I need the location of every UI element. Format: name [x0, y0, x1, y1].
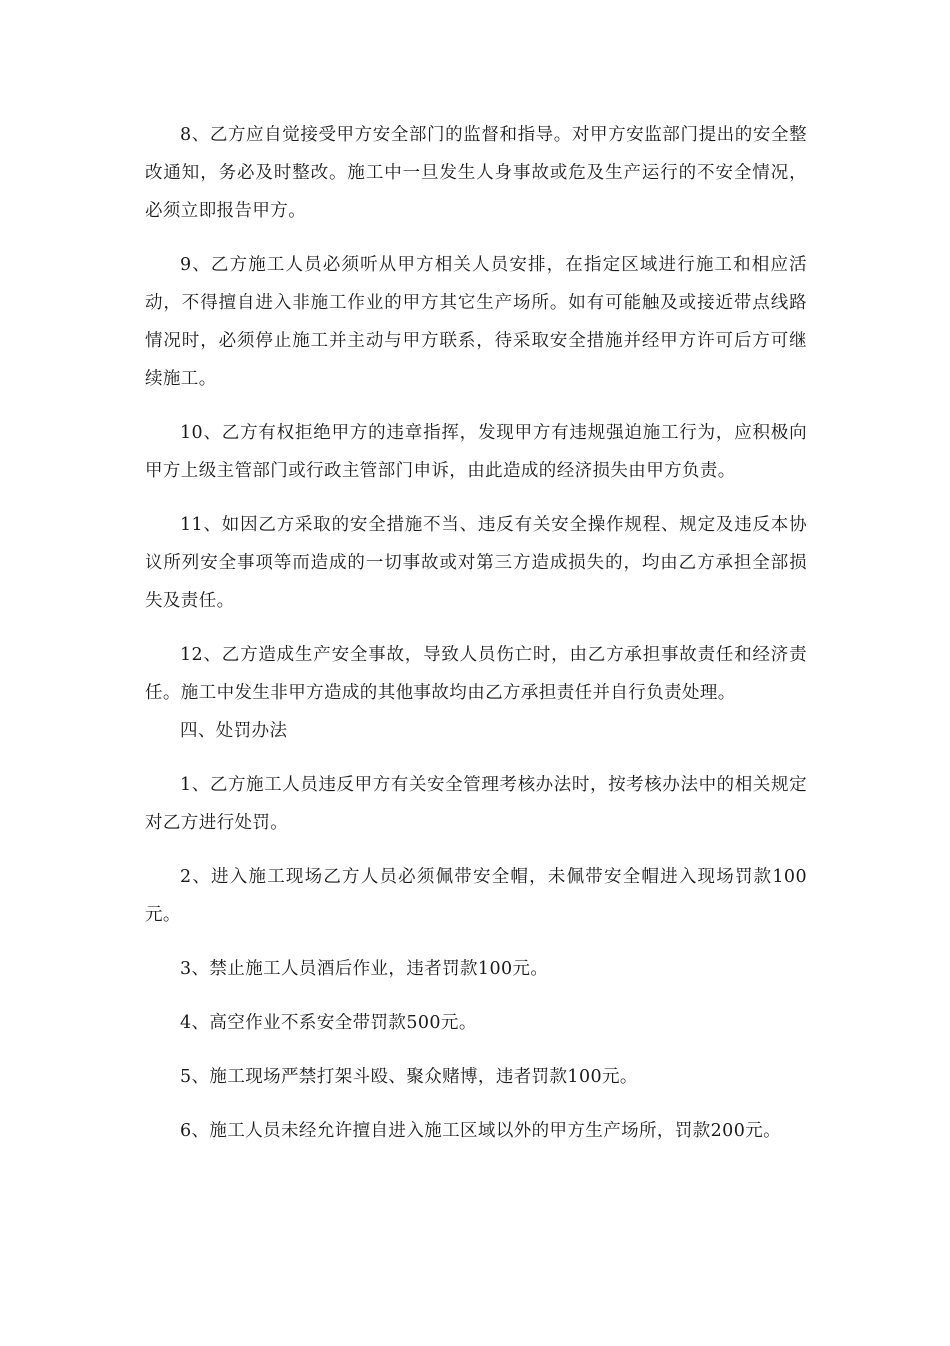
paragraph-11: 11、如因乙方采取的安全措施不当、违反有关安全操作规程、规定及违反本协议所列安全事项等而造成的一切事故或对第三方造成损失的，均由乙方承担全部损失及责任。: [145, 515, 807, 611]
penalty-item-1: 1、乙方施工人员违反甲方有关安全管理考核办法时，按考核办法中的相关规定对乙方进行处罚。: [145, 775, 807, 833]
paragraph-9: 9、乙方施工人员必须听从甲方相关人员安排，在指定区域进行施工和相应活动，不得擅自进入非施工作业的甲方其它生产场所。如有可能触及或接近带点线路情况时，必须停止施工并主动与甲方联系，待采取安全措施并经甲方许可后方可继续施工。: [145, 255, 807, 389]
penalty-item-2: 2、进入施工现场乙方人员必须佩带安全帽，未佩带安全帽进入现场罚款100元。: [145, 867, 807, 925]
penalty-item-5: 5、施工现场严禁打架斗殴、聚众赌博，违者罚款100元。: [180, 1067, 638, 1087]
section-heading: 四、处罚办法: [180, 721, 288, 741]
paragraph-12: 12、乙方造成生产安全事故，导致人员伤亡时，由乙方承担事故责任和经济责任。施工中发生非甲方造成的其他事故均由乙方承担责任并自行负责处理。: [145, 645, 807, 703]
penalty-item-6: 6、施工人员未经允许擅自进入施工区域以外的甲方生产场所，罚款200元。: [180, 1121, 782, 1141]
penalty-item-4: 4、高空作业不系安全带罚款500元。: [180, 1013, 477, 1033]
paragraph-10: 10、乙方有权拒绝甲方的违章指挥，发现甲方有违规强迫施工行为，应积极向甲方上级主管部门或行政主管部门申诉，由此造成的经济损失由甲方负责。: [145, 423, 807, 481]
paragraph-8: 8、乙方应自觉接受甲方安全部门的监督和指导。对甲方安监部门提出的安全整改通知，务必及时整改。施工中一旦发生人身事故或危及生产运行的不安全情况，必须立即报告甲方。: [145, 125, 807, 221]
penalty-item-3: 3、禁止施工人员酒后作业，违者罚款100元。: [180, 959, 549, 979]
document-body: [145, 116, 807, 1150]
